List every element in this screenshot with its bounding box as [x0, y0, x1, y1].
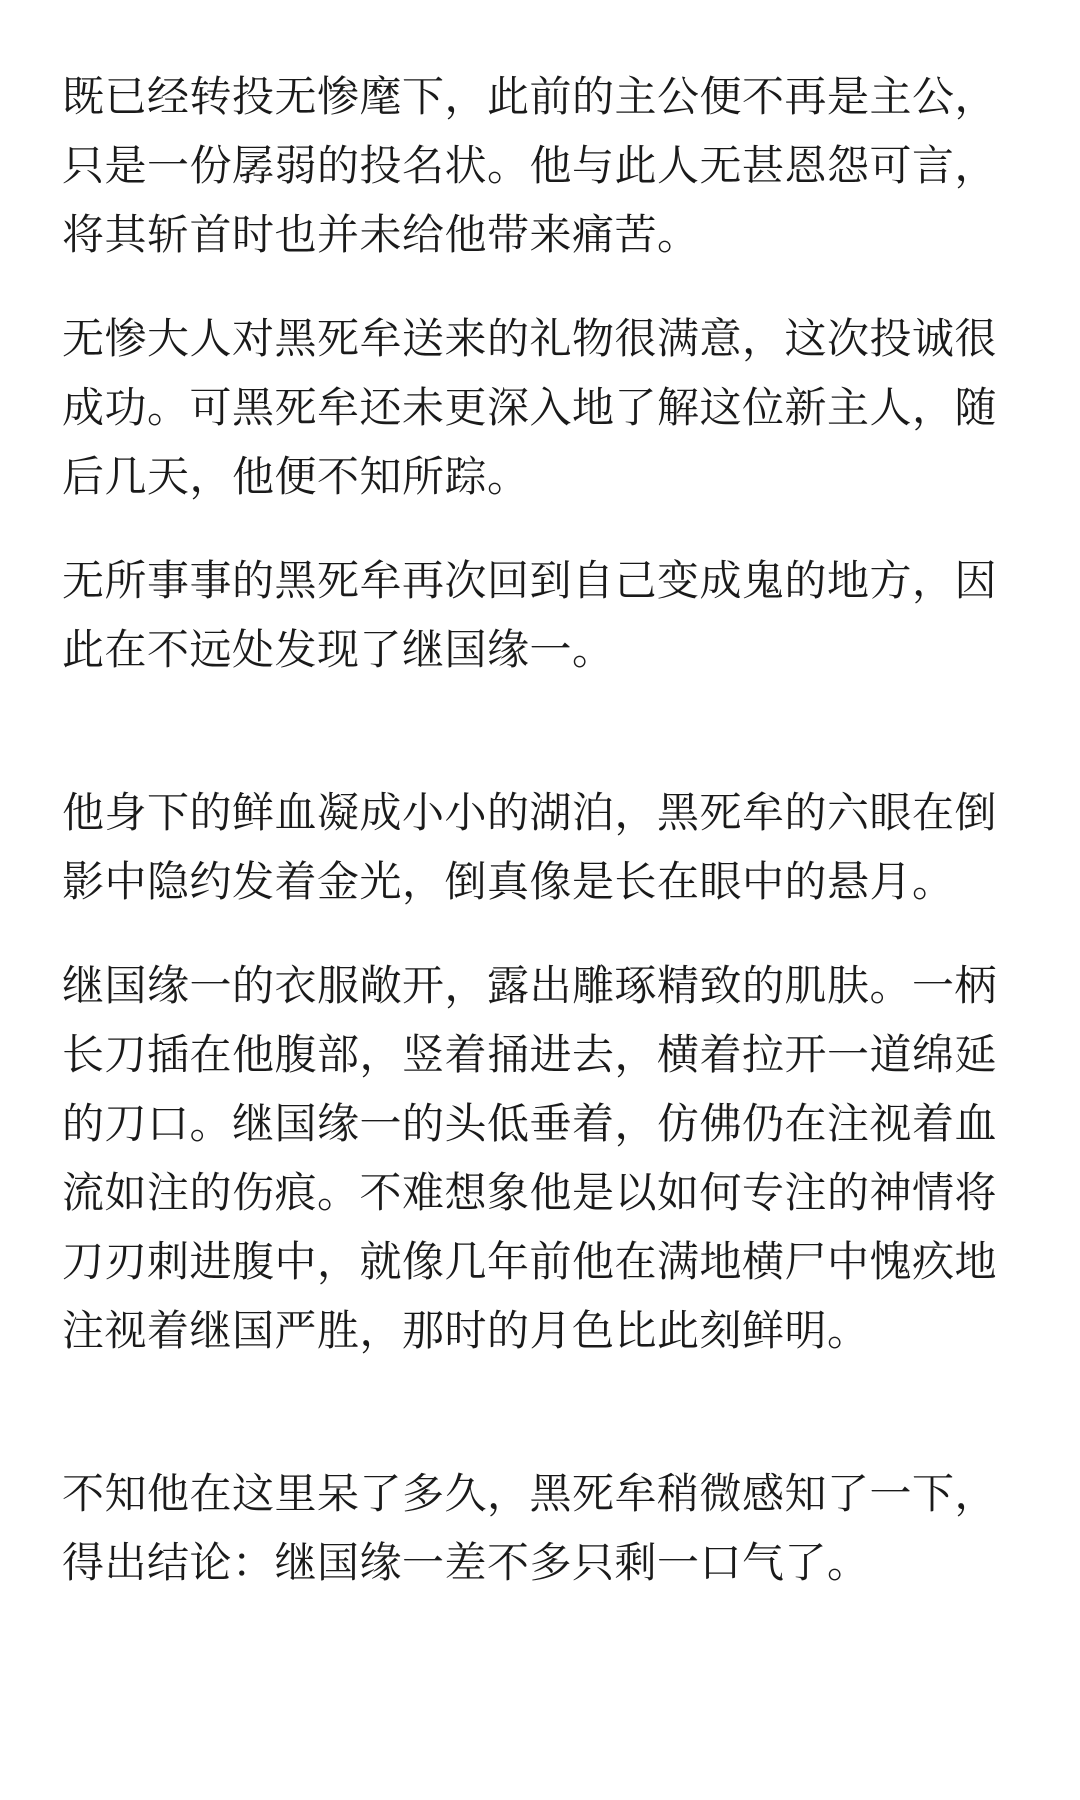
paragraph-1: 既已经转投无惨麾下，此前的主公便不再是主公， 只是一份孱弱的投名状。他与此人无甚恩怨可言， 将其斩首时也并未给他带来痛苦。	[62, 72, 998, 259]
paragraph-spacer	[62, 511, 1022, 546]
section-spacer	[62, 1365, 1022, 1459]
paragraph-6: 不知他在这里呆了多久，黑死牟稍微感知了一下， 得出结论：继国缘一差不多只剩一口气了。	[62, 1469, 998, 1587]
paragraph-4: 他身下的鲜血凝成小小的湖泊，黑死牟的六眼在倒 影中隐约发着金光，倒真像是长在眼中的悬月。	[62, 788, 998, 906]
paragraph-2: 无惨大人对黑死牟送来的礼物很满意，这次投诚很 成功。可黑死牟还未更深入地了解这位新主人，随 后几天，他便不知所踪。	[62, 314, 998, 501]
paragraph-spacer	[62, 916, 1022, 951]
paragraph-spacer	[62, 269, 1022, 304]
section-spacer	[62, 684, 1022, 778]
paragraph-3: 无所事事的黑死牟再次回到自己变成鬼的地方，因 此在不远处发现了继国缘一。	[62, 556, 998, 674]
article-body	[62, 62, 1022, 1597]
paragraph-5: 继国缘一的衣服敞开，露出雕琢精致的肌肤。一柄 长刀插在他腹部，竖着捅进去，横着拉开一道绵延 的刀口。继国缘一的头低垂着，仿佛仍在注视着血 流如注的伤痕。不难想象他是以如何专注的神情将 刀刃刺进腹中，就像几年前他在满地横尸中愧疚地 注视着继国严胜，那时的月色比此刻鲜明。	[62, 961, 998, 1355]
